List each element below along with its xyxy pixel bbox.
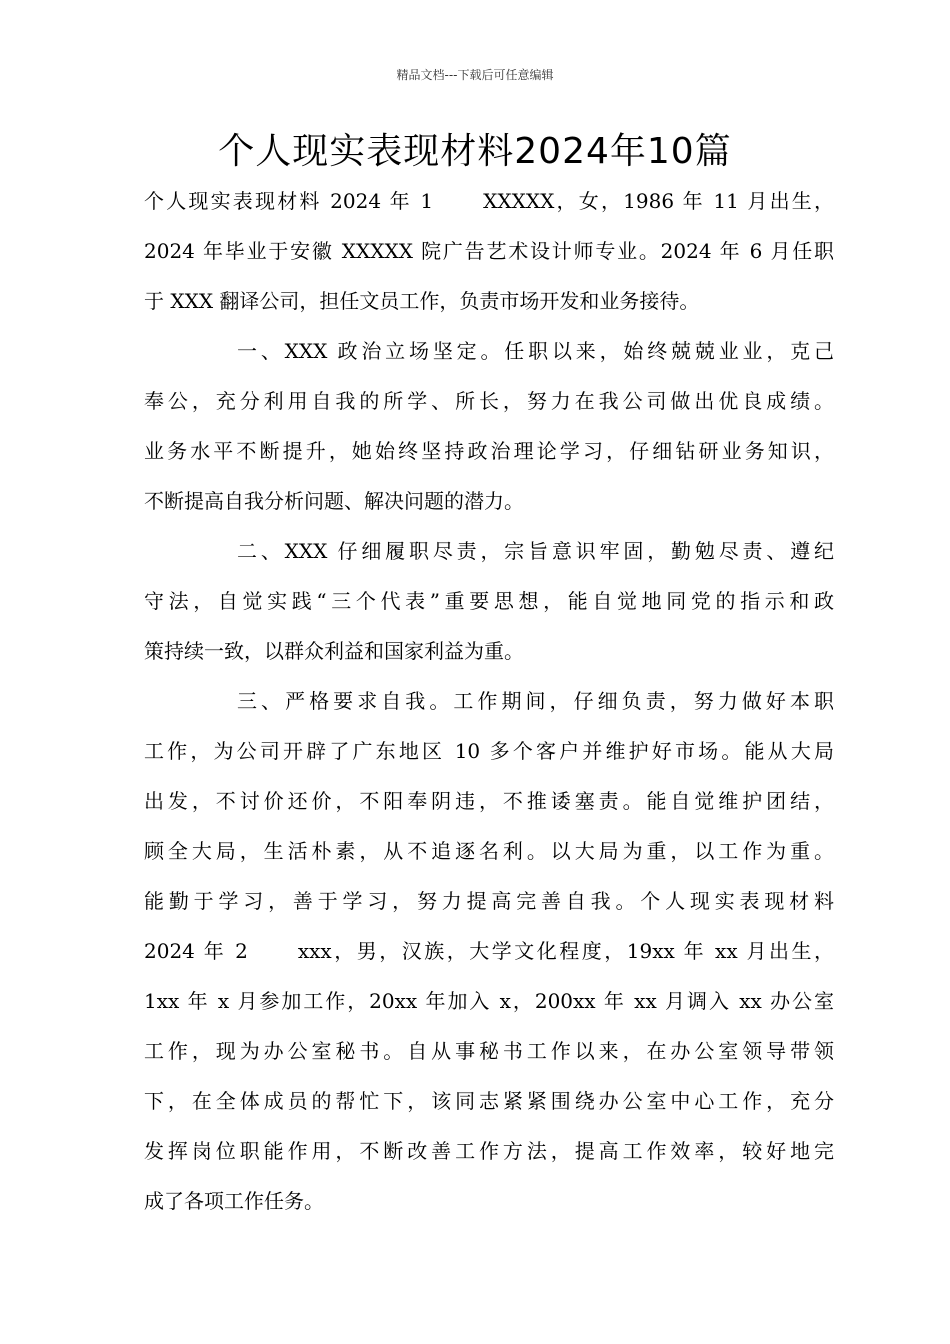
text-line: 下，在全体成员的帮忙下，该同志紧紧围绕办公室中心工作，充分 (144, 1089, 834, 1113)
text-line: 不断提高自我分析问题、解决问题的潜力。 (144, 489, 524, 513)
text-segment: 2024 年 2 (144, 939, 248, 963)
text-line (144, 176, 834, 226)
text-segment: xxx，男，汉族，大学文化程度，19xx 年 xx 月出生， (297, 939, 834, 963)
text-line: 2024 年毕业于安徽 XXXXX 院广告艺术设计师专业。2024 年 6 月任职 (144, 239, 834, 263)
text-line: 守法，自觉实践“三个代表”重要思想，能自觉地同党的指示和政 (144, 589, 834, 613)
text-line: 一、XXX 政治立场坚定。任职以来，始终兢兢业业，克己 (237, 339, 834, 363)
text-segment: 个人现实表现材料 2024 年 1 (144, 189, 434, 213)
text-line: 业务水平不断提升，她始终坚持政治理论学习，仔细钻研业务知识， (144, 439, 834, 463)
text-line: 二、XXX 仔细履职尽责，宗旨意识牢固，勤勉尽责、遵纪 (237, 539, 834, 563)
document-title: 个人现实表现材料2024年10篇 (218, 131, 732, 172)
text-line: 成了各项工作任务。 (144, 1189, 324, 1213)
text-line: 出发，不讨价还价，不阳奉阴违，不推诿塞责。能自觉维护团结， (144, 789, 834, 813)
text-line: 策持续一致，以群众利益和国家利益为重。 (144, 639, 524, 663)
text-line (144, 926, 834, 976)
text-line: 工作，为公司开辟了广东地区 10 多个客户并维护好市场。能从大局 (144, 739, 834, 763)
text-line: 发挥岗位职能作用，不断改善工作方法，提高工作效率，较好地完 (144, 1139, 834, 1163)
header-note: 精品文档---下载后可任意编辑 (396, 68, 554, 82)
document-body (144, 176, 834, 1226)
text-line: 能勤于学习，善于学习，努力提高完善自我。个人现实表现材料 (144, 889, 834, 913)
text-line: 三、严格要求自我。工作期间，仔细负责，努力做好本职 (237, 689, 834, 713)
text-line: 奉公，充分利用自我的所学、所长，努力在我公司做出优良成绩。 (144, 389, 834, 413)
text-segment: XXXXX，女，1986 年 11 月出生， (483, 189, 834, 213)
text-line: 于 XXX 翻译公司，担任文员工作，负责市场开发和业务接待。 (144, 289, 700, 313)
text-line: 1xx 年 x 月参加工作，20xx 年加入 x，200xx 年 xx 月调入 xx 办公室 (144, 989, 834, 1013)
text-line: 工作，现为办公室秘书。自从事秘书工作以来，在办公室领导带领 (144, 1039, 834, 1063)
text-line: 顾全大局，生活朴素，从不追逐名利。以大局为重，以工作为重。 (144, 839, 834, 863)
